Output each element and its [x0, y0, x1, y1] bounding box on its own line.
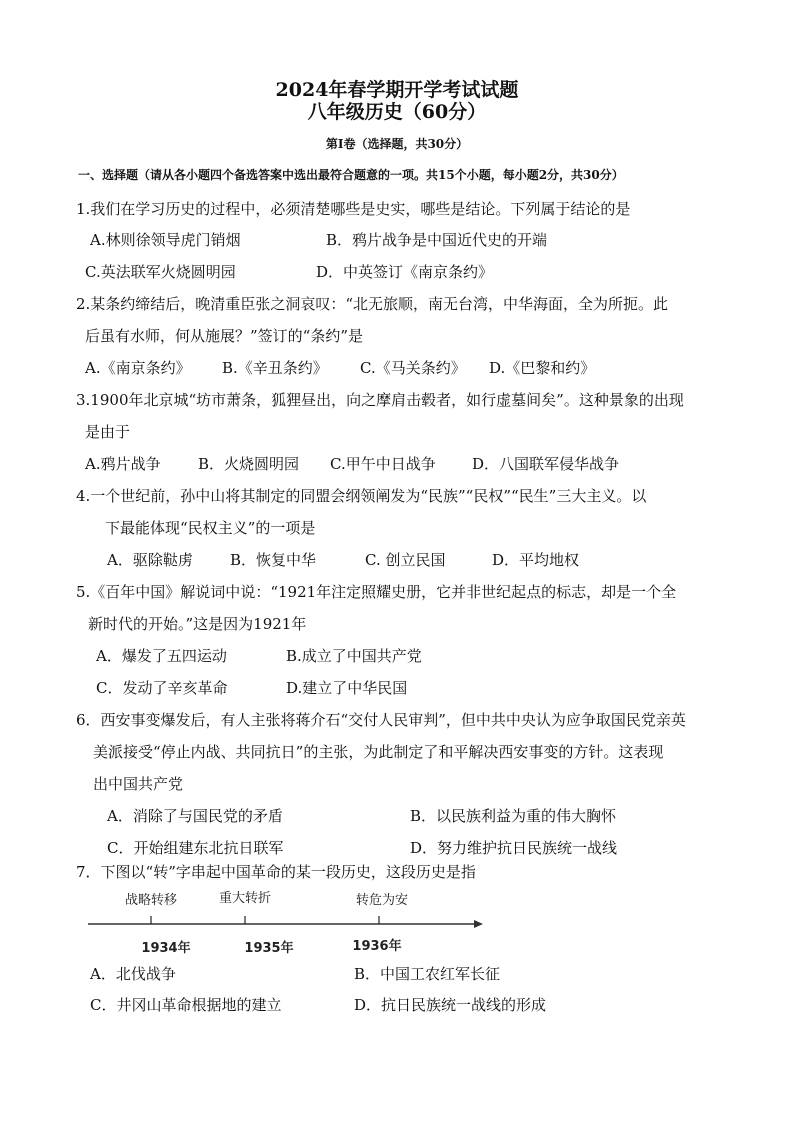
timeline-year-1: 1934年: [141, 941, 191, 956]
q1-option-c: C.英法联军火烧圆明园: [85, 263, 236, 281]
q2-stem-line1: 2.某条约缔结后，晚清重臣张之洞哀叹：“北无旅顺，南无台湾，中华海面，全为所扼。此: [76, 295, 668, 313]
timeline-year-2: 1935年: [244, 941, 294, 956]
q6-option-c: C．开始组建东北抗日联军: [107, 839, 284, 857]
q7-option-a: A．北伐战争: [90, 965, 176, 983]
q5-option-b: B.成立了中国共产党: [286, 647, 422, 665]
q3-stem-line1: 3.1900年北京城“坊市萧条，狐狸昼出，向之摩肩击毂者，如行虚墓间矣”。这种景象的出现: [76, 391, 684, 409]
timeline-figure: [88, 884, 488, 964]
q6-option-a: A．消除了与国民党的矛盾: [107, 807, 283, 825]
q1-option-a: A.林则徐领导虎门销烟: [90, 231, 241, 249]
q7-option-b: B．中国工农红军长征: [354, 965, 501, 983]
q4-option-b: B．恢复中华: [230, 551, 317, 569]
q5-option-d: D.建立了中华民国: [286, 679, 408, 697]
q7-option-d: D．抗日民族统一战线的形成: [354, 996, 547, 1014]
q7-option-c: C．井冈山革命根据地的建立: [90, 996, 282, 1014]
q3-option-a: A.鸦片战争: [85, 455, 161, 473]
q3-stem-line2: 是由于: [85, 423, 131, 441]
q6-stem-line3: 出中国共产党: [93, 775, 184, 793]
volume-heading: 第Ⅰ卷（选择题，共30分）: [325, 137, 469, 151]
q2-option-d: D.《巴黎和约》: [489, 359, 596, 377]
timeline-arrow-icon: [474, 920, 483, 928]
q6-option-b: B．以民族利益为重的伟大胸怀: [410, 807, 617, 825]
section-heading: 一、选择题（请从各小题四个备选答案中选出最符合题意的一项。共15个小题，每小题2分，共30分）: [78, 168, 624, 182]
q5-option-c: C．发动了辛亥革命: [96, 679, 228, 697]
q5-stem-line1: 5.《百年中国》解说词中说：“1921年注定照耀史册，它并非世纪起点的标志，却是一个全: [76, 583, 677, 601]
exam-title: 2024年春学期开学考试试题: [275, 79, 519, 101]
exam-subtitle: 八年级历史（60分）: [307, 101, 487, 123]
q2-option-c: C.《马关条约》: [360, 359, 466, 377]
q7-stem: 7．下图以“转”字串起中国革命的某一段历史，这段历史是指: [76, 863, 476, 881]
q6-stem-line1: 6．西安事变爆发后，有人主张将蒋介石“交付人民审判”，但中共中央认为应争取国民党亲英: [76, 711, 686, 729]
q4-option-c: C. 创立民国: [365, 551, 446, 569]
timeline-label-2: 重大转折: [218, 891, 272, 906]
q3-option-d: D．八国联军侵华战争: [472, 455, 620, 473]
q3-option-c: C.甲午中日战争: [330, 455, 436, 473]
q2-option-b: B.《辛丑条约》: [222, 359, 328, 377]
q6-stem-line2: 美派接受“停止内战、共同抗日”的主张，为此制定了和平解决西安事变的方针。这表现: [93, 743, 664, 761]
q5-stem-line2: 新时代的开始。”这是因为1921年: [88, 615, 307, 633]
q4-option-a: A．驱除鞑虏: [107, 551, 193, 569]
q4-stem-line1: 4.一个世纪前，孙中山将其制定的同盟会纲领阐发为“民族”“民权”“民生”三大主义。以: [76, 487, 647, 505]
q4-option-d: D．平均地权: [492, 551, 580, 569]
timeline-label-3: 转危为安: [355, 893, 409, 908]
q6-option-d: D．努力维护抗日民族统一战线: [410, 839, 618, 857]
q1-stem: 1.我们在学习历史的过程中，必须清楚哪些是史实，哪些是结论。下列属于结论的是: [76, 200, 631, 218]
q2-option-a: A.《南京条约》: [85, 359, 191, 377]
q4-stem-line2: 下最能体现“民权主义”的一项是: [105, 519, 316, 537]
q3-option-b: B．火烧圆明园: [198, 455, 300, 473]
timeline-label-1: 战略转移: [124, 893, 178, 908]
q2-stem-line2: 后虽有水师，何从施展？”签订的“条约”是: [85, 327, 364, 345]
q5-option-a: A．爆发了五四运动: [96, 647, 227, 665]
q1-option-d: D．中英签订《南京条约》: [316, 263, 494, 281]
timeline-year-3: 1936年: [352, 939, 402, 954]
q1-option-b: B．鸦片战争是中国近代史的开端: [326, 231, 548, 249]
